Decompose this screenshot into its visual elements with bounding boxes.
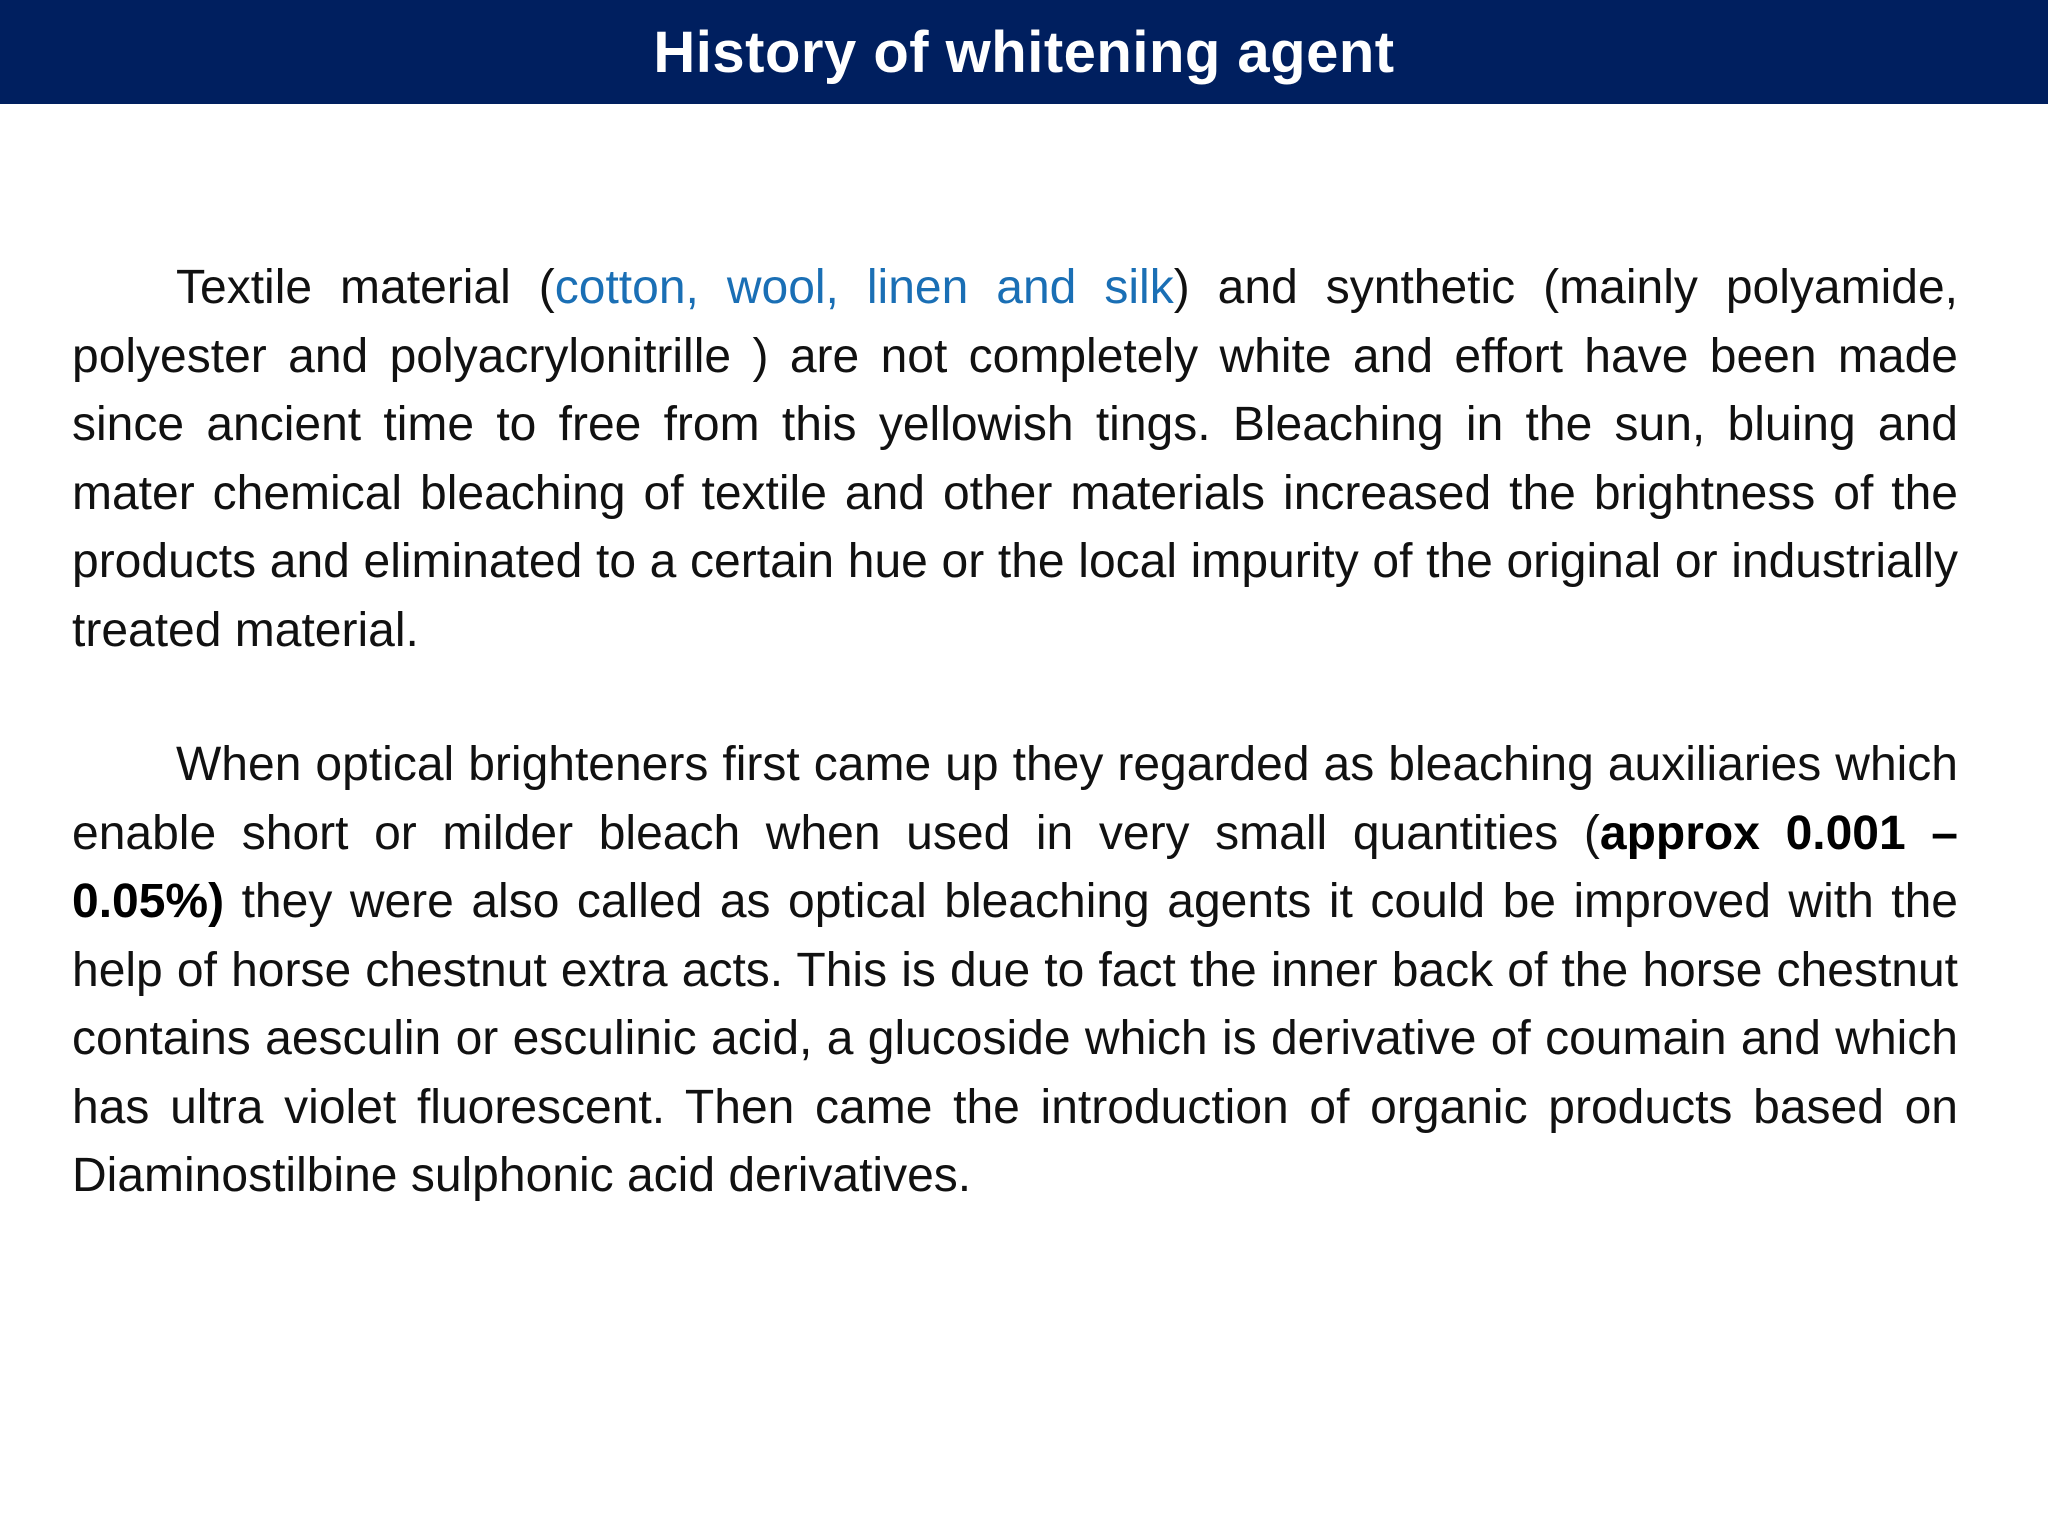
paragraph-2-text-start: When optical brighteners first came up they regarded as bleaching auxiliaries which enable short or milder bleach when used in very small quantities ( <box>72 738 1958 860</box>
paragraph-1-text-start: Textile material ( <box>176 261 555 314</box>
quantity-range-bold: approx 0.001 – 0.05%) <box>72 806 1959 928</box>
paragraph-2-text-end: they were also called as optical bleaching agents it could be improved with the help of horse chestnut extra acts. This is due to fact the inner back of the horse chestnut contains aesculin or esculinic acid, a glucoside which is derivative of coumain and which has ultra violet fluorescent. Then came the introduction of organic products based on Diaminostilbine sulphonic acid derivatives. <box>72 875 1958 1202</box>
paragraph-1-text-end: ) and synthetic (mainly polyamide, polyester and polyacrylonitrille ) are not completely white and effort have been made since ancient time to free from this yellowish tings. Bleaching in the sun, bluing and mater chemical bleaching of textile and other materials increased the brightness of the products and eliminated to a certain hue or the local impurity of the original or industrially treated material. <box>72 261 1958 657</box>
paragraph-optical-brighteners <box>72 731 1958 1211</box>
slide-title: History of whitening agent <box>653 19 1395 85</box>
title-bar <box>0 0 2048 104</box>
paragraph-textile-materials <box>72 254 1958 665</box>
natural-fibres-highlight: cotton, wool, linen and silk <box>554 261 1174 314</box>
slide-body <box>72 254 1958 1211</box>
